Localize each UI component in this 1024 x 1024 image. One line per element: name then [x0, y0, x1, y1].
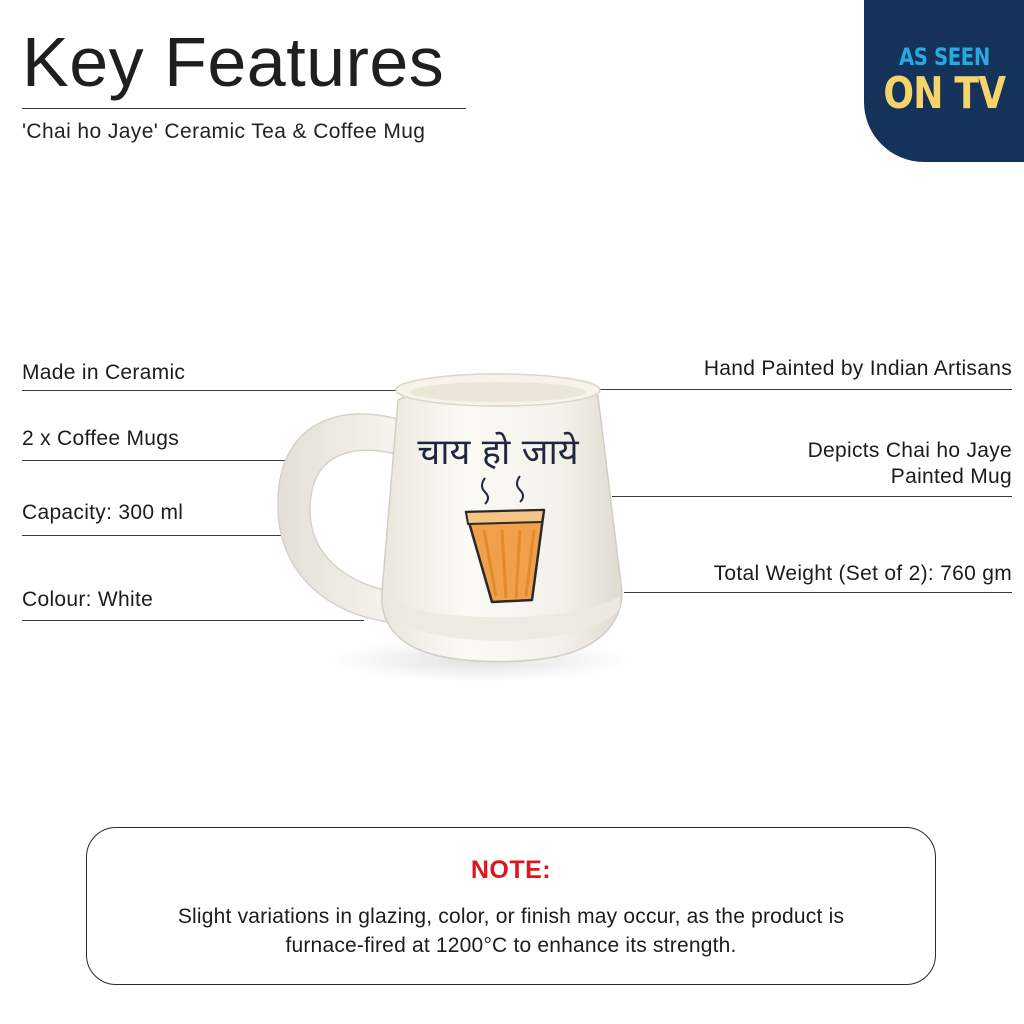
feature-divider — [612, 496, 1012, 497]
feature-design-line-2: Painted Mug — [890, 465, 1012, 488]
mug-inscription: चाय हो जाये — [417, 432, 579, 473]
product-subtitle: 'Chai ho Jaye' Ceramic Tea & Coffee Mug — [22, 120, 426, 143]
feature-divider — [22, 535, 288, 536]
title-divider — [22, 108, 466, 109]
ceramic-mug-image — [270, 360, 640, 700]
note-box — [86, 827, 936, 985]
feature-capacity: Capacity: 300 ml — [22, 501, 184, 524]
feature-divider — [22, 460, 290, 461]
note-title: NOTE: — [470, 856, 552, 884]
feature-quantity: 2 x Coffee Mugs — [22, 427, 180, 450]
feature-colour: Colour: White — [22, 588, 154, 611]
badge-line-2: ON TV — [883, 68, 1005, 119]
feature-divider — [595, 389, 1012, 390]
note-text-line-1: Slight variations in glazing, color, or finish may occur, as the product is — [177, 905, 845, 928]
feature-material: Made in Ceramic — [22, 361, 186, 384]
feature-divider — [624, 592, 1012, 593]
feature-weight: Total Weight (Set of 2): 760 gm — [713, 562, 1012, 585]
badge-line-1: AS SEEN — [898, 43, 990, 71]
page-title: Key Features — [22, 23, 445, 101]
feature-hand-painted: Hand Painted by Indian Artisans — [703, 357, 1012, 380]
as-seen-on-tv-badge — [864, 0, 1024, 162]
note-text-line-2: furnace-fired at 1200°C to enhance its strength. — [285, 934, 737, 957]
feature-design-line-1: Depicts Chai ho Jaye — [807, 439, 1012, 462]
note-text — [107, 902, 915, 960]
